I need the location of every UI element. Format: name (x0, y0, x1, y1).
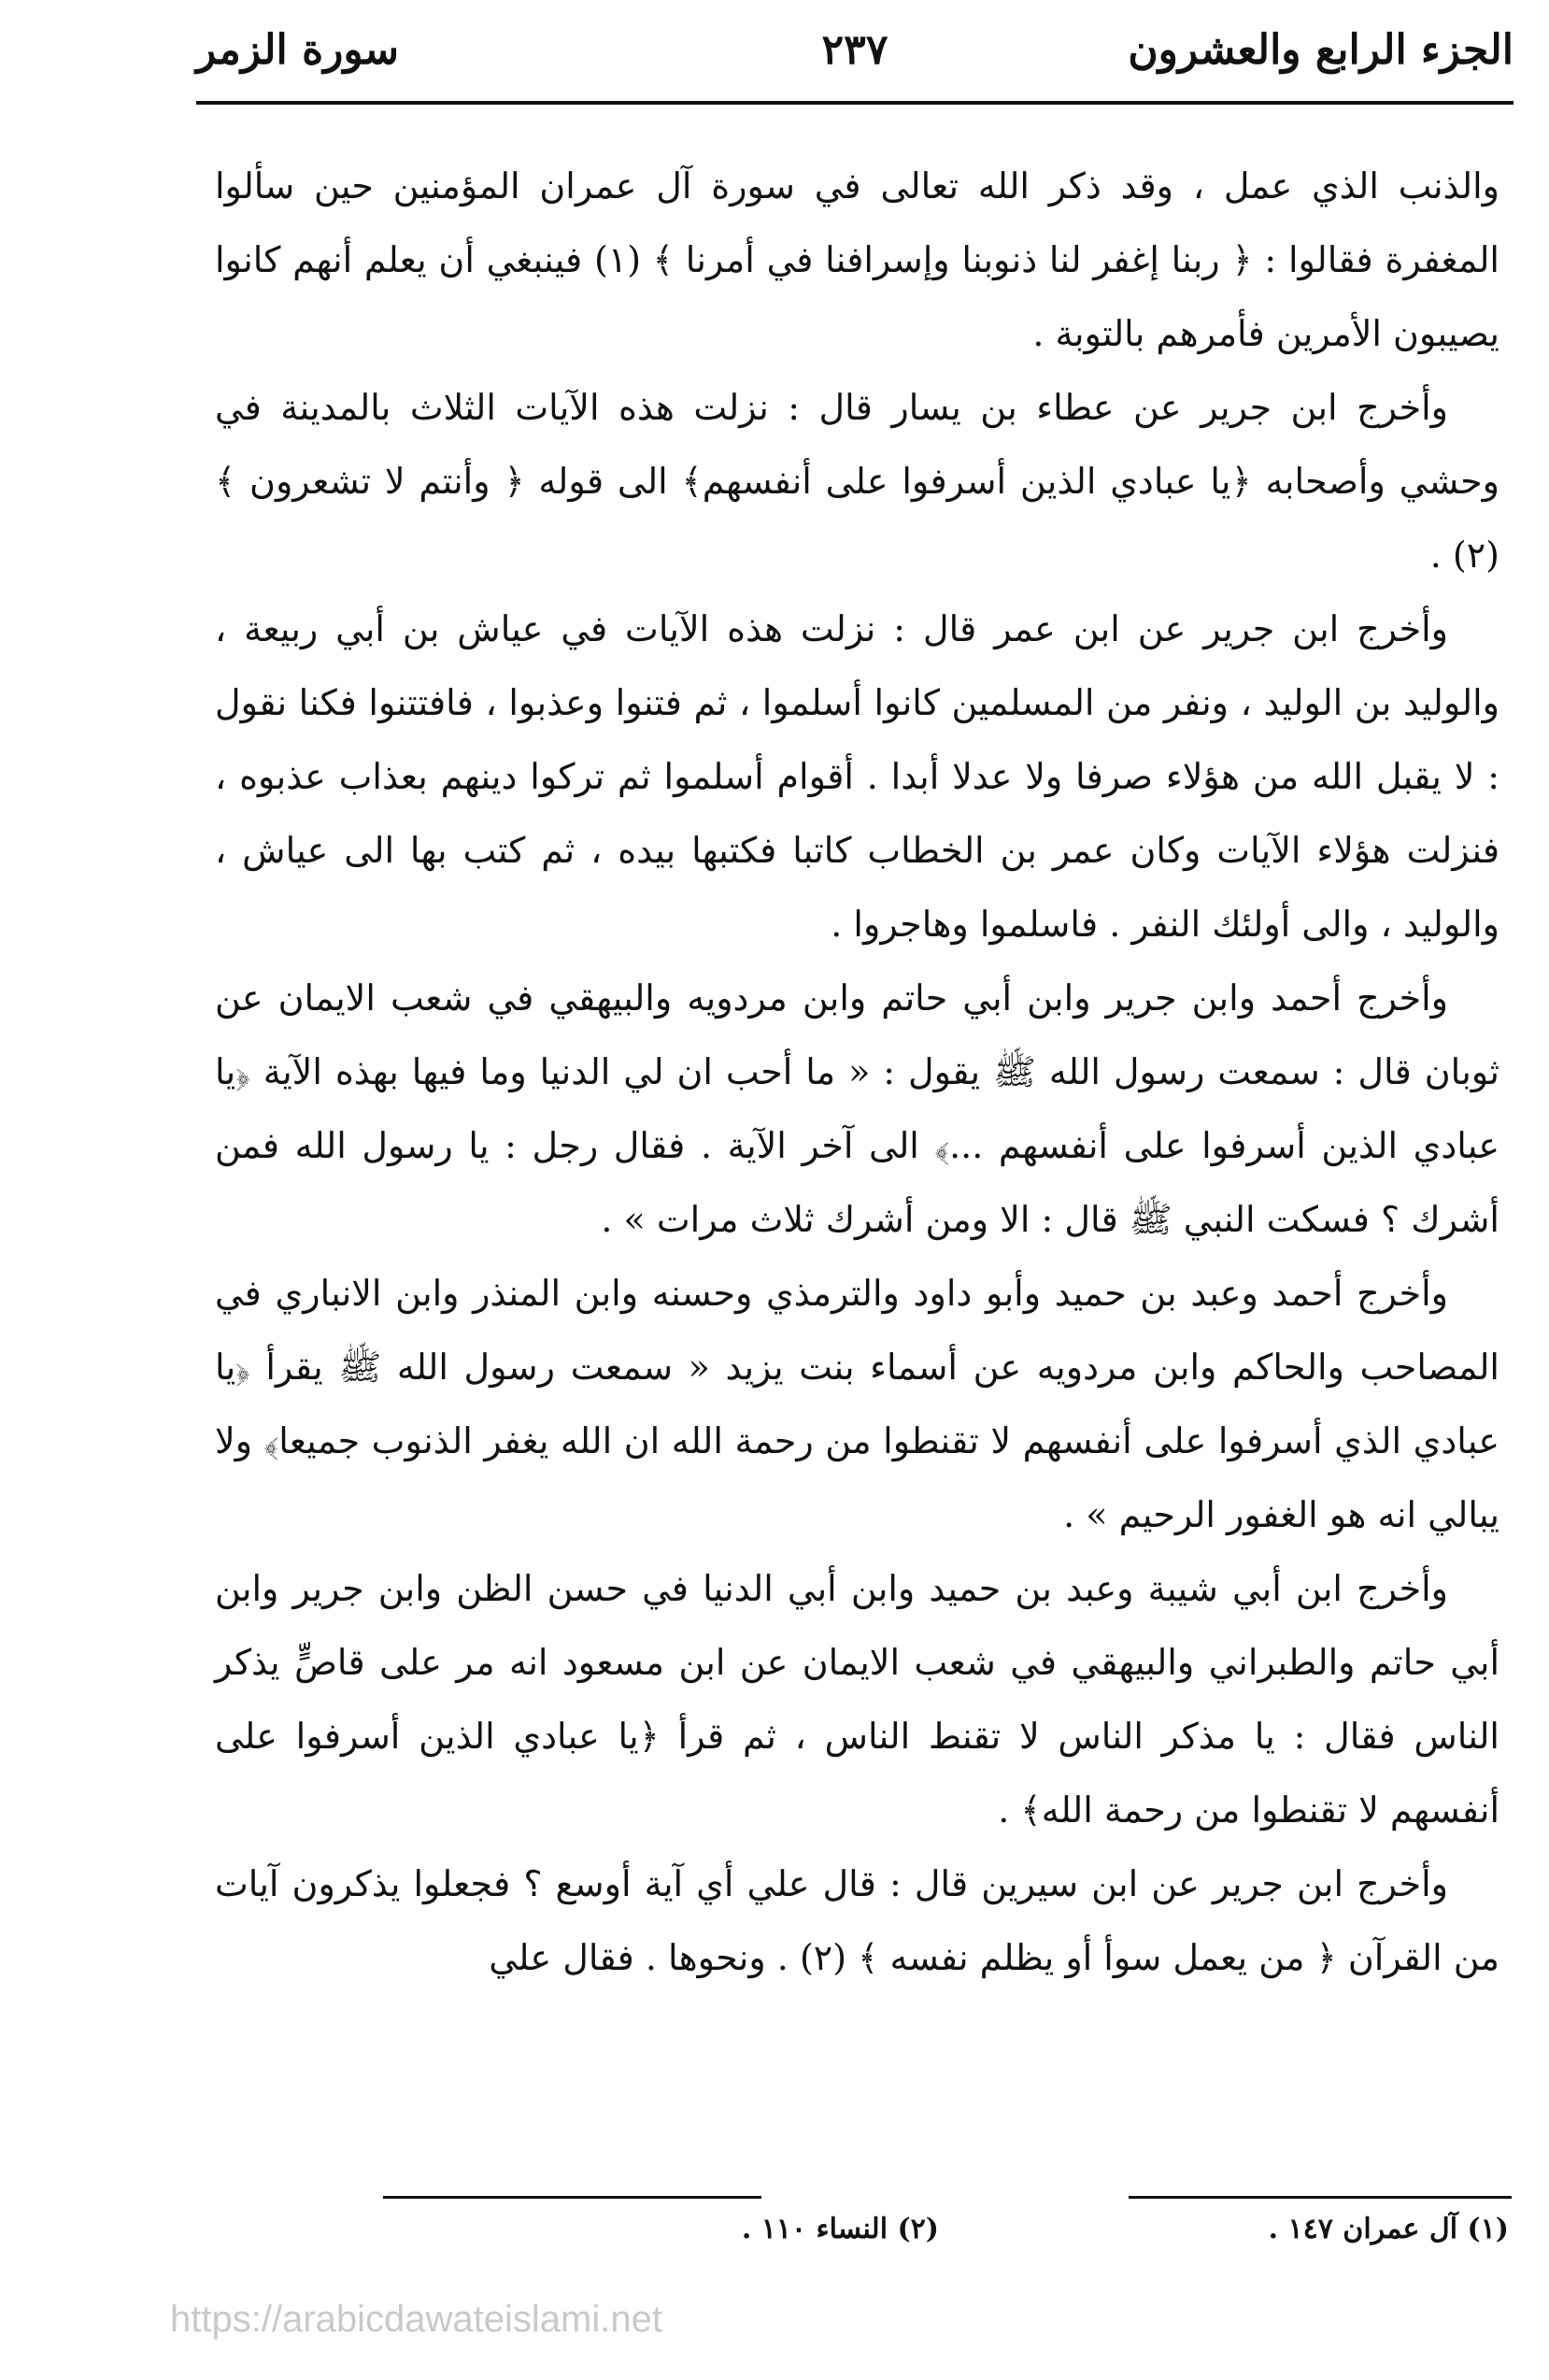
paragraph: وأخرج ابن جرير عن ابن عمر قال : نزلت هذه الآيات في عياش بن أبي ربيعة ، والوليد بن الوليد ، ونفر من المسلمين كانوا أسلموا ، ثم فتنوا وعذبوا ، فافتتنوا فكنا نقول : لا يقبل الله من هؤلاء صرفا ولا عدلا أبدا . أقوام أسلموا ثم تركوا دينهم بعذاب عذبوه ، فنزلت هؤلاء الآيات وكان عمر بن الخطاب كاتبا فكتبها بيده ، ثم كتب بها الى عياش ، والوليد ، والى أولئك النفر . فاسلموا وهاجروا . (215, 608, 1499, 945)
body-text (215, 150, 1499, 1995)
paragraph: وأخرج أحمد وعبد بن حميد وأبو داود والترمذي وحسنه وابن المنذر وابن الانباري في المصاحب والحاكم وابن مردويه عن أسماء بنت يزيد « سمعت رسول الله ﷺ يقرأ ﴿يا عبادي الذي أسرفوا على أنفسهم لا تقنطوا من رحمة الله ان الله يغفر الذنوب جميعا﴾ ولا يبالي انه هو الغفور الرحيم » . (215, 1273, 1499, 1535)
paragraph: وأخرج ابن أبي شيبة وعبد بن حميد وابن أبي الدنيا في حسن الظن وابن جرير وابن أبي حاتم والطبراني والبيهقي في شعب الايمان عن ابن مسعود انه مر على قاصٍّ يذكر الناس فقال : يا مذكر الناس لا تقنط الناس ، ثم قرأ ﴿يا عبادي الذين أسرفوا على أنفسهم لا تقنطوا من رحمة الله﴾ . (215, 1568, 1499, 1831)
page-number: ٢٣٧ (821, 26, 888, 74)
running-head: الجزء الرابع والعشرون (1128, 26, 1513, 74)
paragraph: والذنب الذي عمل ، وقد ذكر الله تعالى في سورة آل عمران المؤمنين حين سألوا المغفرة فقالوا : ﴿ ربنا إغفر لنا ذنوبنا وإسرافنا في أمرنا ﴾ (١) فينبغي أن يعلم أنهم كانوا يصيبون الأمرين فأمرهم بالتوبة . (215, 165, 1499, 354)
footnote-rule (1129, 2196, 1512, 2199)
paragraph: وأخرج ابن جرير عن عطاء بن يسار قال : نزلت هذه الآيات الثلاث بالمدينة في وحشي وأصحابه ﴿يا عبادي الذين أسرفوا على أنفسهم﴾ الى قوله ﴿ وأنتم لا تشعرون ﴾ (٢) . (215, 387, 1499, 576)
footnote-2: (٢) النساء ١١٠ . (741, 2213, 939, 2245)
header-rule (196, 101, 1513, 105)
surah-title: سورة الزمر (196, 26, 399, 74)
page-header (196, 21, 1513, 95)
footnote-1: (١) آل عمران ١٤٧ . (1268, 2213, 1509, 2245)
watermark-url: https://arabicdawateislami.net (170, 2299, 662, 2340)
paragraph: وأخرج أحمد وابن جرير وابن أبي حاتم وابن مردويه والبيهقي في شعب الايمان عن ثوبان قال : سمعت رسول الله ﷺ يقول : « ما أحب ان لي الدنيا وما فيها بهذه الآية ﴿يا عبادي الذين أسرفوا على أنفسهم ...﴾ الى آخر الآية . فقال رجل : يا رسول الله فمن أشرك ؟ فسكت النبي ﷺ قال : الا ومن أشرك ثلاث مرات » . (215, 977, 1499, 1240)
footnote-rule (383, 2196, 761, 2199)
paragraph: وأخرج ابن جرير عن ابن سيرين قال : قال علي أي آية أوسع ؟ فجعلوا يذكرون آيات من القرآن ﴿ من يعمل سوأ أو يظلم نفسه ﴾ (٢) . ونحوها . فقال علي (215, 1863, 1499, 1978)
